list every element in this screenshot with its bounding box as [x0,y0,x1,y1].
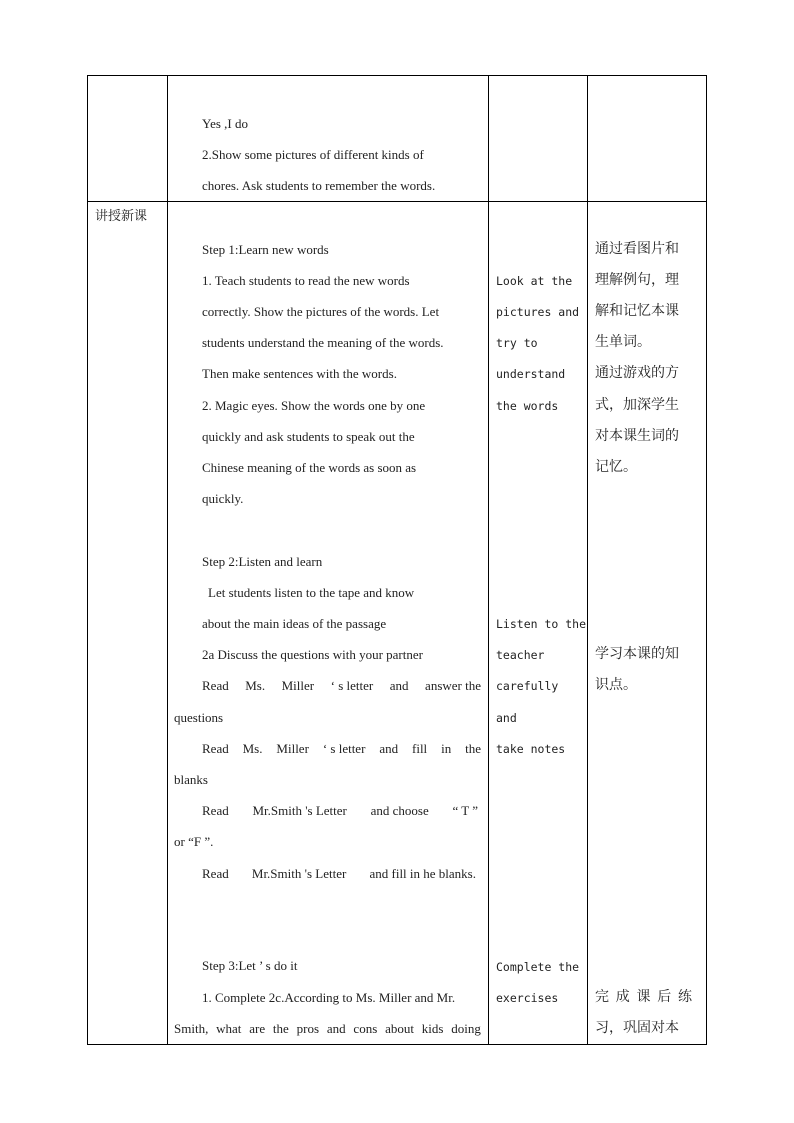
word: Mr.Smith 's Letter [252,803,347,818]
word: pros [296,1021,320,1036]
step1-student-activity: understand [496,367,566,381]
word: the [272,1021,289,1036]
word: Smith, [174,1021,209,1036]
step1-purpose: 理解例句，理 [595,272,679,288]
col-divider-1 [167,75,168,1045]
step1-line: quickly. [202,491,244,506]
step2-line: about the main ideas of the passage [202,616,387,631]
step2-read2 [202,741,481,757]
step1-student-activity: try to [496,336,538,350]
step2-read3 [202,803,478,819]
word: what [216,1021,242,1036]
step1-purpose: 解和记忆本课 [595,303,679,319]
table-top-border [87,75,707,76]
word: fill [412,741,428,756]
step3-line-justified [174,1021,481,1037]
word: the [465,741,481,756]
word: and choose [370,803,429,818]
word: ‘ s letter [330,678,374,693]
char: 完 [595,989,609,1005]
step2-read4 [202,866,476,882]
step2-read3-cont: or “F ”. [174,834,214,849]
word: in [441,741,452,756]
col-divider-3 [587,75,588,1045]
word: answer the [425,678,481,693]
table-right-border [706,75,707,1045]
word: Mr.Smith 's Letter [251,866,347,881]
word: and [379,741,399,756]
step3-purpose: 习，巩固对本 [595,1020,679,1036]
step1-purpose: 对本课生词的 [595,428,679,444]
step2-read1-cont: questions [174,710,224,725]
step3-purpose-justified [595,989,692,1005]
step2-read1 [202,678,481,694]
step1-student-activity: Look at the [496,274,573,288]
step3-student-activity: Complete the [496,960,580,974]
step2-student-activity: carefully [496,679,559,693]
word: Read [202,803,229,818]
section-label: 讲授新课 [95,209,148,224]
word: Ms. [245,678,266,693]
word: Read [202,866,229,881]
step3-title: Step 3:Let ’ s do it [202,958,298,973]
word: Miller [276,741,309,756]
row1-line: Yes ,I do [202,116,248,131]
step1-line: correctly. Show the pictures of the words. Let [202,304,440,319]
char: 后 [657,989,672,1005]
word: “ T ” [452,803,478,818]
step1-line: students understand the meaning of the words. [202,335,444,350]
step1-line: 2. Magic eyes. Show the words one by one [202,398,426,413]
step2-student-activity: and [496,711,517,725]
word: cons [353,1021,378,1036]
word: Read [202,678,229,693]
step2-line: 2a Discuss the questions with your partner [202,647,423,662]
step1-purpose: 通过游戏的方 [595,365,679,381]
word: and [389,678,409,693]
step1-student-activity: the words [496,399,559,413]
word: ‘ s letter [322,741,366,756]
step2-line: Let students listen to the tape and know [208,585,415,600]
word: Miller [281,678,315,693]
word: are [249,1021,266,1036]
step3-student-activity: exercises [496,991,559,1005]
char: 成 [615,989,630,1005]
char: 课 [636,989,651,1005]
step2-read2-cont: blanks [174,772,208,787]
step1-purpose: 记忆。 [595,459,637,475]
word: Read [202,741,229,756]
step1-purpose: 生单词。 [595,334,651,350]
row1-line: chores. Ask students to remember the words. [202,178,436,193]
col-divider-2 [488,75,489,1045]
word: and [326,1021,346,1036]
step2-purpose: 学习本课的知 [595,646,679,662]
step1-line: Then make sentences with the words. [202,366,397,381]
step2-student-activity: Listen to the [496,617,587,631]
step1-purpose: 通过看图片和 [595,241,679,257]
word: kids [421,1021,444,1036]
word: doing [451,1021,481,1036]
table-bottom-border [87,1044,707,1045]
word: Ms. [242,741,263,756]
step2-purpose: 识点。 [595,677,637,693]
step3-line: 1. Complete 2c.According to Ms. Miller and Mr. [202,990,456,1005]
step1-line: Chinese meaning of the words as soon as [202,460,417,475]
step1-title: Step 1:Learn new words [202,242,329,257]
step2-student-activity: teacher [496,648,545,662]
word: about [385,1021,414,1036]
step1-line: quickly and ask students to speak out the [202,429,415,444]
char: 练 [678,989,692,1005]
row-divider [87,201,707,202]
step1-student-activity: pictures and [496,305,580,319]
step2-student-activity: take notes [496,742,566,756]
step1-line: 1. Teach students to read the new words [202,273,410,288]
table-left-border [87,75,88,1045]
word: and fill in he blanks. [369,866,476,881]
step2-title: Step 2:Listen and learn [202,554,323,569]
step1-purpose: 式，加深学生 [595,397,679,413]
row1-line: 2.Show some pictures of different kinds of [202,147,424,162]
